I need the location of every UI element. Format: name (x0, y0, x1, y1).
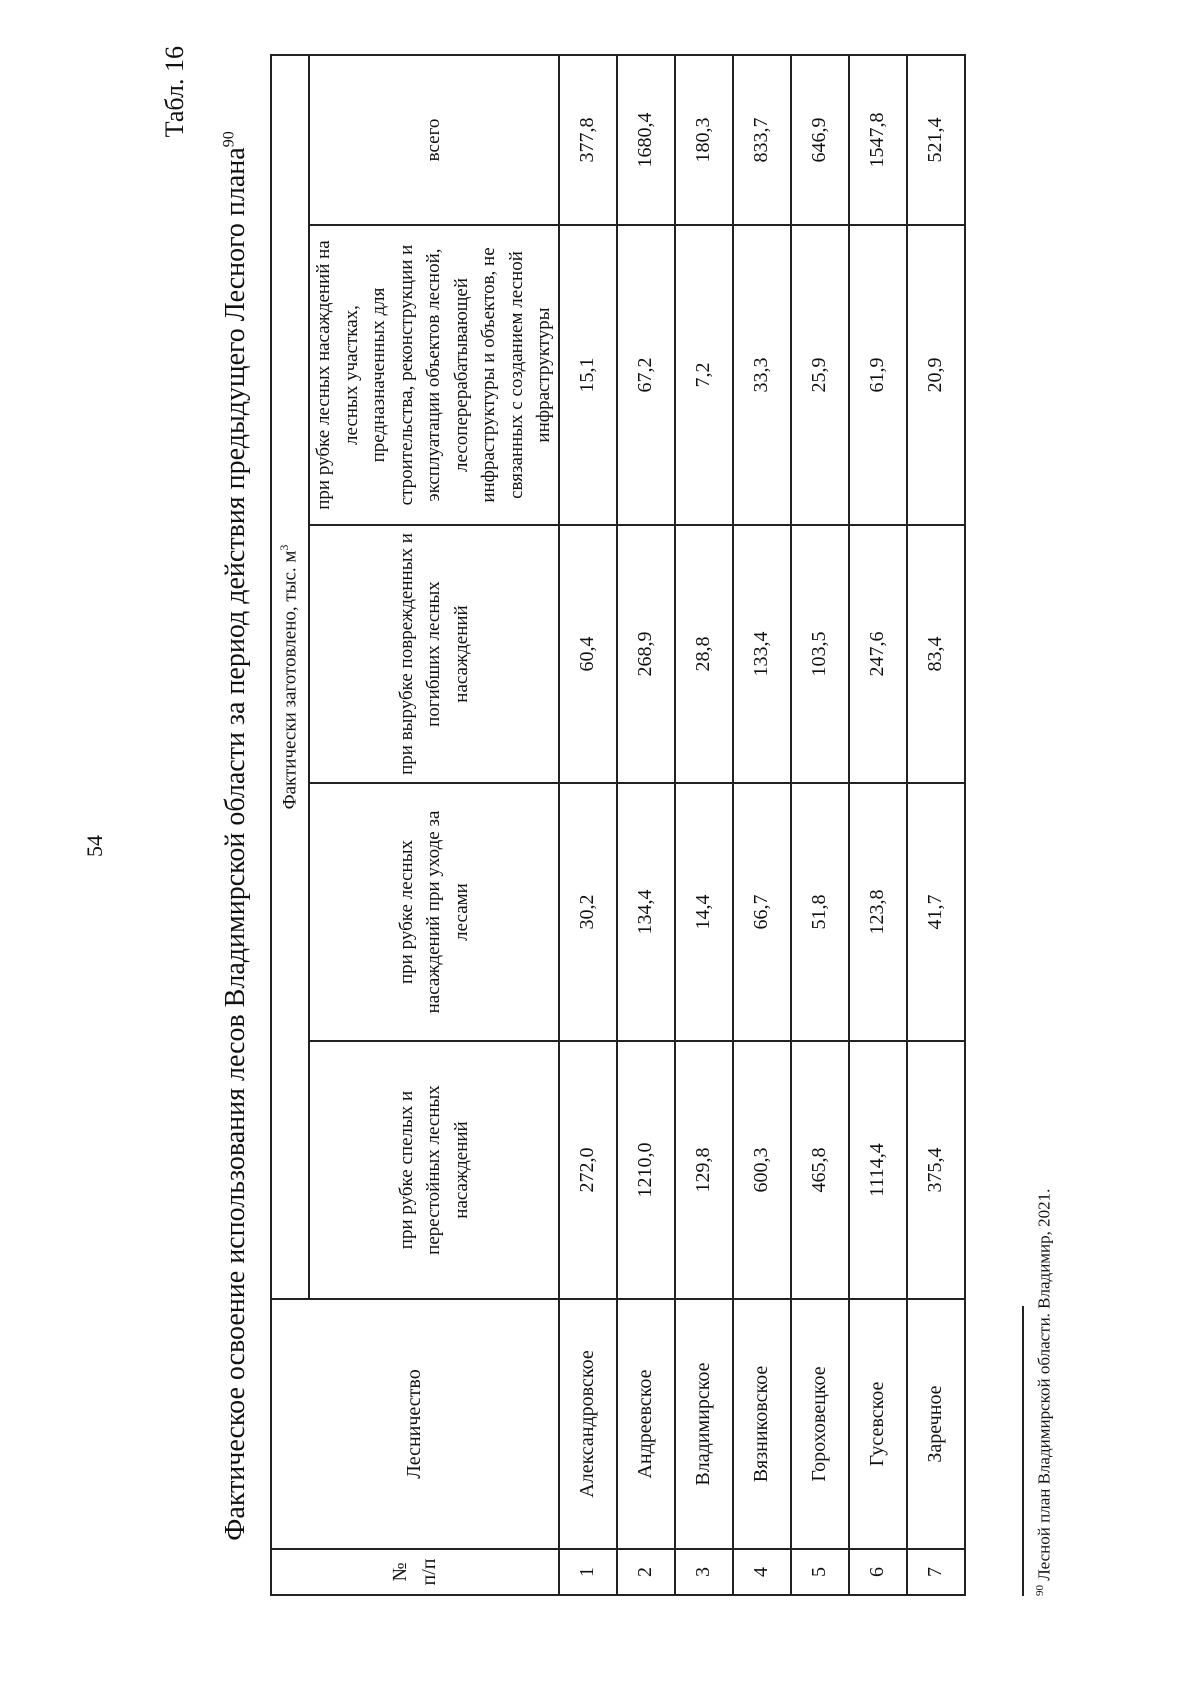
cell-num: 1 (559, 1549, 617, 1595)
cell-num: 6 (849, 1549, 907, 1595)
cell-c4: 7,2 (675, 225, 733, 525)
cell-c2: 134,4 (617, 783, 675, 1041)
cell-num: 2 (617, 1549, 675, 1595)
cell-total: 521,4 (907, 55, 965, 225)
footnote-text: Лесной план Владимирской области. Владимир, 2021. (1034, 1188, 1054, 1581)
header-row-1 (271, 55, 309, 1595)
cell-c1: 600,3 (733, 1041, 791, 1299)
cell-c2: 123,8 (849, 783, 907, 1041)
cell-forestry: Гусевское (849, 1299, 907, 1549)
title-footnote-ref: 90 (220, 131, 238, 148)
cell-c4: 20,9 (907, 225, 965, 525)
header-num: № п/п (271, 1549, 559, 1595)
cell-num: 4 (733, 1549, 791, 1595)
cell-c2: 30,2 (559, 783, 617, 1041)
table-title (220, 36, 252, 1636)
header-group-text: Фактически заготовлено, тыс. м (279, 550, 301, 810)
cell-c3: 60,4 (559, 525, 617, 783)
cell-c3: 83,4 (907, 525, 965, 783)
header-col4: при рубке лесных насаждений на лесных участках, предназначенных для строительства, реконструкции и эксплуатации объектов лесной, лесоперерабатывающей инфраструктуры и объектов, не связанных с созданием лесной инфраструктуры (309, 225, 559, 525)
cell-forestry: Вязниковское (733, 1299, 791, 1549)
header-col3: при вырубке поврежденных и погибших лесных насаждений (309, 525, 559, 783)
header-col2: при рубке лесных насаждений при уходе за лесами (309, 783, 559, 1041)
table-row (617, 55, 675, 1595)
table-row (907, 55, 965, 1595)
header-group (271, 55, 309, 1299)
cell-c3: 247,6 (849, 525, 907, 783)
cell-total: 377,8 (559, 55, 617, 225)
cell-total: 646,9 (791, 55, 849, 225)
page-number: 54 (82, 835, 107, 857)
cell-forestry: Гороховецкое (791, 1299, 849, 1549)
cell-c4: 61,9 (849, 225, 907, 525)
header-group-sup: 3 (277, 544, 292, 551)
cell-forestry: Александровское (559, 1299, 617, 1549)
cell-num: 5 (791, 1549, 849, 1595)
cell-forestry: Андреевское (617, 1299, 675, 1549)
table-label: Табл. 16 (160, 46, 189, 138)
cell-c3: 28,8 (675, 525, 733, 783)
cell-c1: 1114,4 (849, 1041, 907, 1299)
footnote-marker: 90 (1034, 1585, 1046, 1596)
table-title-text: Фактическое освоение использования лесов Владимирской области за период действия предыдущего Лесного плана (220, 147, 251, 1541)
cell-c3: 133,4 (733, 525, 791, 783)
cell-c2: 14,4 (675, 783, 733, 1041)
cell-c4: 15,1 (559, 225, 617, 525)
cell-total: 1680,4 (617, 55, 675, 225)
cell-forestry: Владимирское (675, 1299, 733, 1549)
cell-c1: 129,8 (675, 1041, 733, 1299)
cell-c1: 465,8 (791, 1041, 849, 1299)
footnote-divider (1022, 1306, 1024, 1596)
cell-total: 180,3 (675, 55, 733, 225)
cell-c1: 1210,0 (617, 1041, 675, 1299)
table-row (791, 55, 849, 1595)
footnote (1034, 1189, 1055, 1596)
cell-c1: 272,0 (559, 1041, 617, 1299)
header-forestry: Лесничество (271, 1299, 559, 1549)
table-row (733, 55, 791, 1595)
cell-c3: 103,5 (791, 525, 849, 783)
cell-num: 3 (675, 1549, 733, 1595)
table-row (849, 55, 907, 1595)
header-total: всего (309, 55, 559, 225)
cell-forestry: Заречное (907, 1299, 965, 1549)
cell-c4: 67,2 (617, 225, 675, 525)
header-col1: при рубке спелых и перестойных лесных насаждений (309, 1041, 559, 1299)
table-row (559, 55, 617, 1595)
cell-c4: 33,3 (733, 225, 791, 525)
forest-use-table (270, 54, 966, 1596)
cell-num: 7 (907, 1549, 965, 1595)
cell-c2: 51,8 (791, 783, 849, 1041)
table-row (675, 55, 733, 1595)
cell-c3: 268,9 (617, 525, 675, 783)
cell-c4: 25,9 (791, 225, 849, 525)
cell-c2: 66,7 (733, 783, 791, 1041)
cell-total: 833,7 (733, 55, 791, 225)
cell-c1: 375,4 (907, 1041, 965, 1299)
cell-c2: 41,7 (907, 783, 965, 1041)
cell-total: 1547,8 (849, 55, 907, 225)
